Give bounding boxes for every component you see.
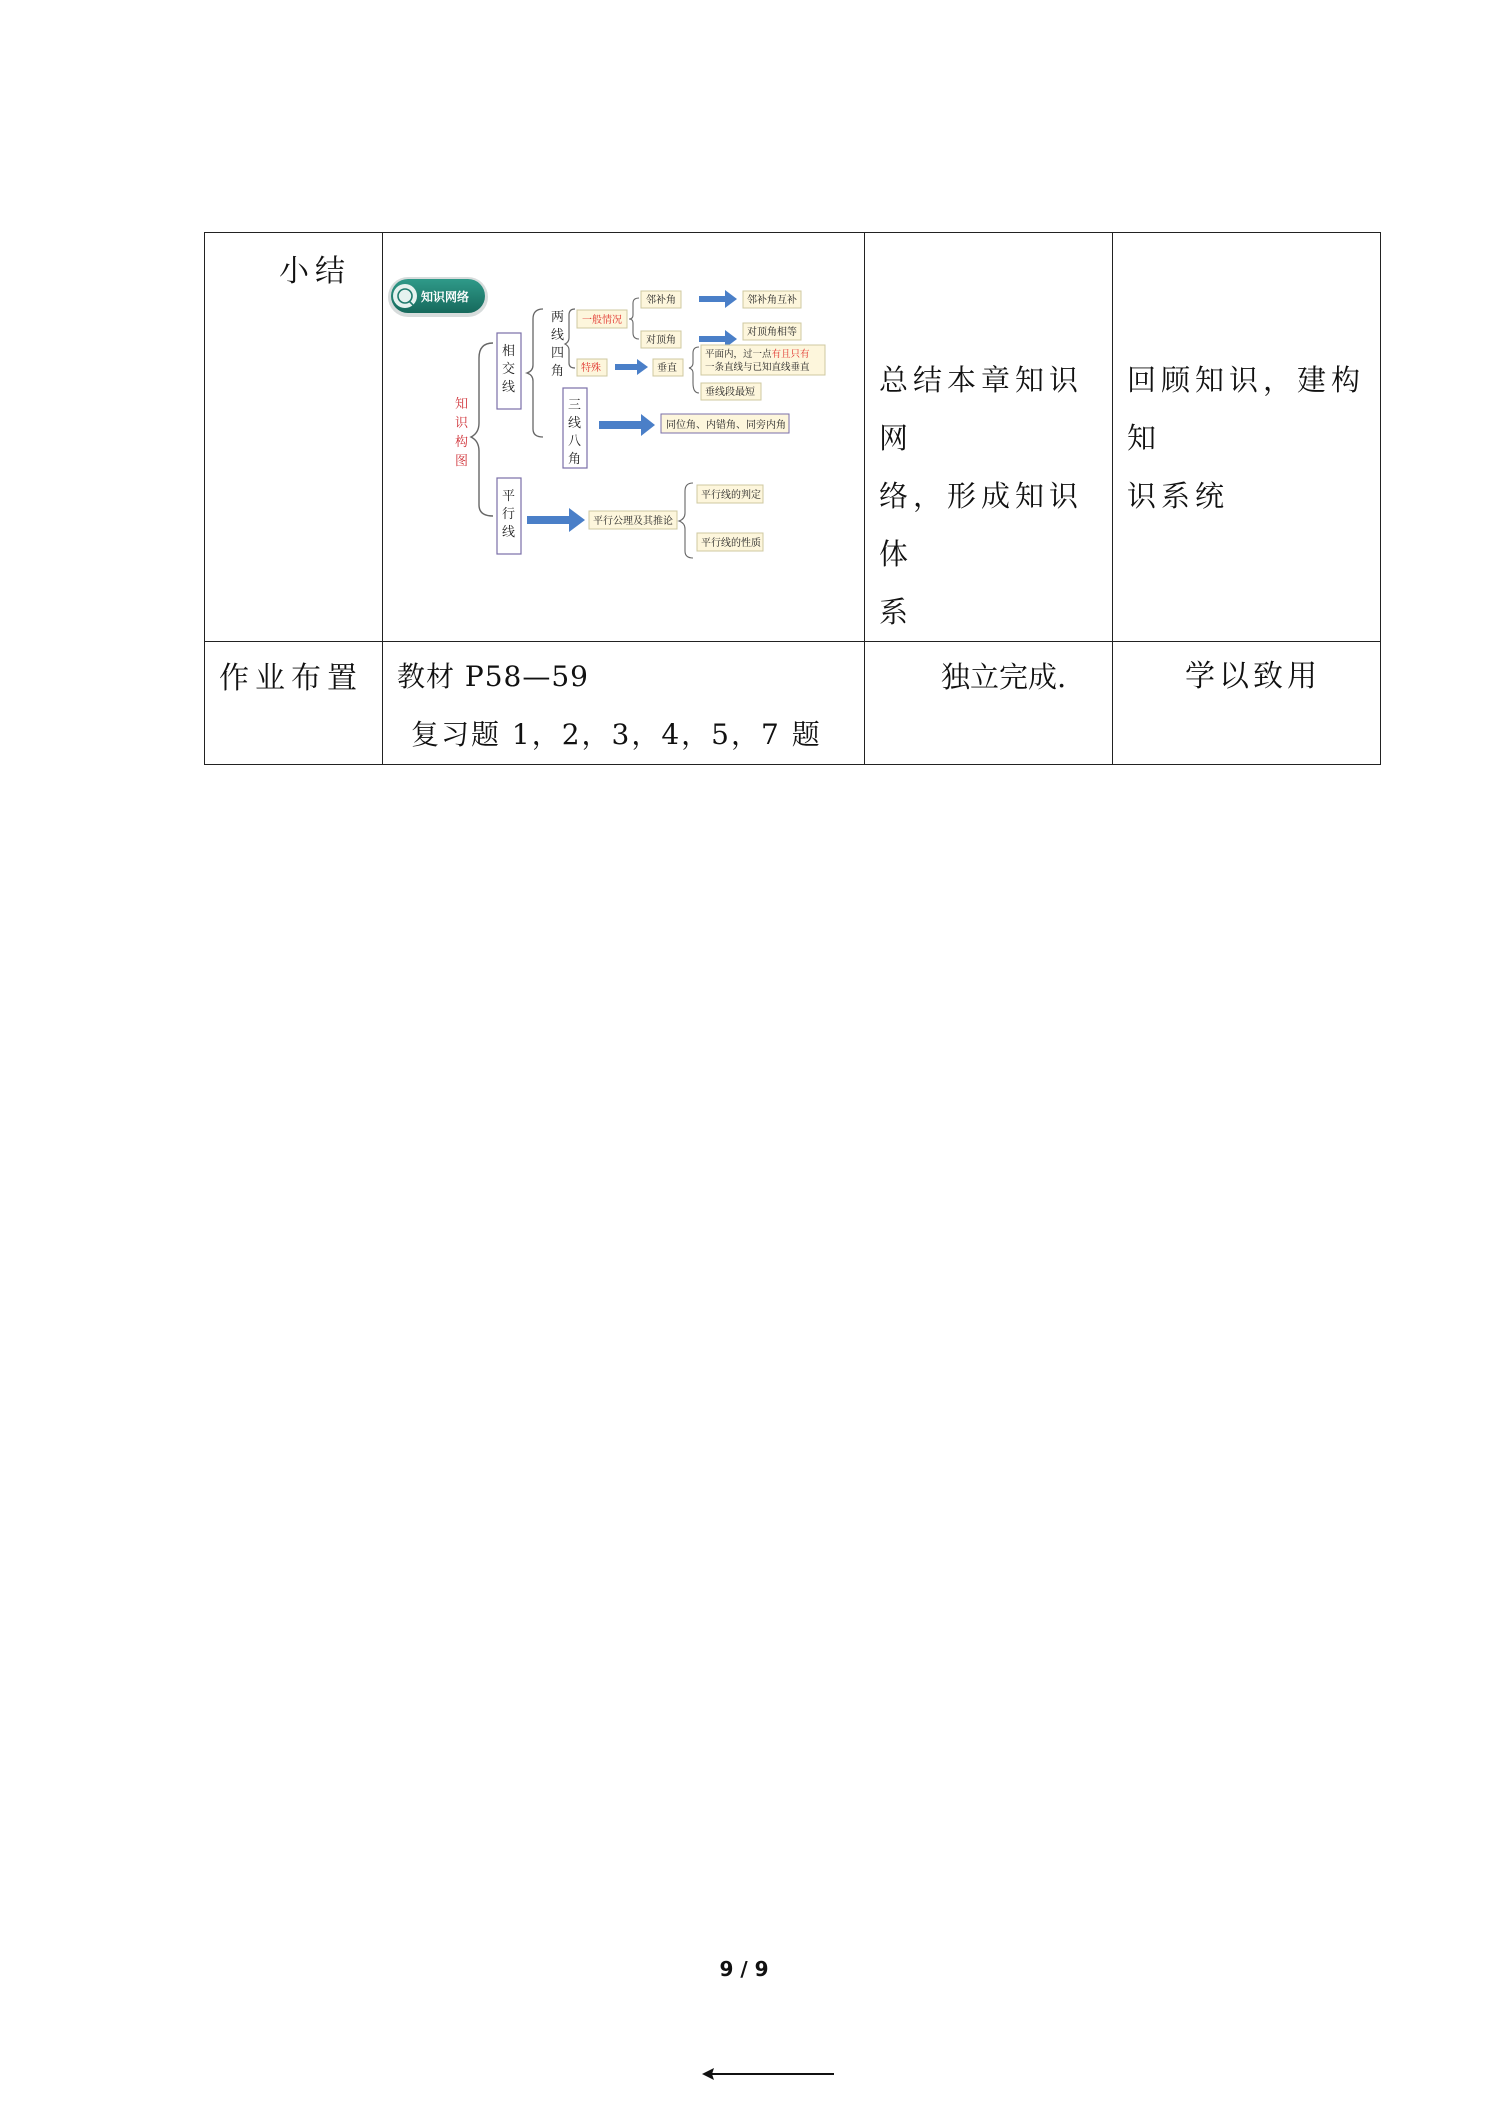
content-cell bbox=[383, 642, 865, 765]
sub2-char-2: 线 bbox=[568, 416, 582, 431]
intent-text: 学以致用 bbox=[1185, 659, 1321, 694]
shortest-label: 垂线段最短 bbox=[705, 387, 755, 398]
root-char-4: 图 bbox=[455, 454, 469, 469]
perp-fact-b: 有且只有 bbox=[771, 349, 810, 360]
svg-text:平面内，过一点有且只有 bbox=[705, 348, 810, 360]
goal-cell bbox=[865, 233, 1113, 642]
intent-line: 识系统 bbox=[1127, 479, 1230, 513]
properties-label: 平行线的性质 bbox=[701, 538, 761, 549]
intent-text bbox=[1113, 233, 1380, 525]
perp-fact-a: 平面内，过一点 bbox=[705, 349, 772, 360]
goal-cell bbox=[865, 642, 1113, 765]
back-arrow-icon[interactable] bbox=[700, 2066, 840, 2082]
stage-label: 小结 bbox=[279, 254, 351, 289]
root-char-2: 识 bbox=[455, 416, 469, 431]
stage-cell bbox=[205, 642, 383, 765]
knowledge-diagram bbox=[383, 233, 865, 623]
branch1-char-3: 线 bbox=[502, 380, 516, 395]
adjacent-label: 邻补角 bbox=[646, 295, 676, 306]
intent-cell bbox=[1113, 642, 1381, 765]
stage-label: 作业布置 bbox=[219, 661, 363, 696]
goal-line: 络，形成知识体 bbox=[879, 479, 1084, 571]
perpendicular-label: 垂直 bbox=[657, 363, 677, 374]
branch1-char-1: 相 bbox=[502, 344, 516, 359]
intent-line: 回顾知识，建构知 bbox=[1127, 363, 1366, 455]
angles-label: 同位角、内错角、同旁内角 bbox=[666, 420, 786, 431]
sub2-char-1: 三 bbox=[568, 398, 582, 413]
branch1-char-2: 交 bbox=[502, 362, 516, 377]
sub1-char-2: 线 bbox=[551, 328, 565, 343]
content-cell bbox=[383, 233, 865, 642]
branch2-char-2: 行 bbox=[502, 507, 516, 522]
goal-text bbox=[865, 233, 1112, 641]
vertical-result-label: 对顶角相等 bbox=[747, 327, 797, 338]
intent-cell bbox=[1113, 233, 1381, 642]
branch2-char-3: 线 bbox=[502, 525, 516, 540]
lesson-table bbox=[204, 232, 1381, 765]
sub2-char-4: 角 bbox=[568, 452, 582, 467]
page-number: 9 / 9 bbox=[719, 1957, 769, 1981]
root-char-1: 知 bbox=[455, 397, 469, 412]
homework-line: 教材 P58—59 bbox=[397, 660, 589, 693]
knowledge-network-badge bbox=[388, 277, 488, 317]
criteria-label: 平行线的判定 bbox=[701, 490, 761, 501]
special-label: 特殊 bbox=[581, 363, 601, 374]
homework-line: 复习题 1，2，3，4，5，7 题 bbox=[411, 718, 822, 751]
sub1-char-4: 角 bbox=[551, 364, 565, 379]
goal-line: 系 bbox=[879, 595, 914, 629]
sub2-char-3: 八 bbox=[568, 434, 582, 449]
adjacent-result-label: 邻补角互补 bbox=[747, 295, 797, 306]
table-row bbox=[205, 233, 1381, 642]
header-label: 知识网络 bbox=[421, 290, 470, 304]
root-char-3: 构 bbox=[455, 435, 469, 450]
general-label: 一般情况 bbox=[582, 315, 622, 326]
branch2-char-1: 平 bbox=[502, 489, 516, 504]
knowledge-map bbox=[383, 233, 865, 623]
root-label bbox=[455, 397, 469, 469]
goal-line: 总结本章知识网 bbox=[879, 363, 1084, 455]
sub1-char-3: 四 bbox=[551, 346, 565, 361]
sub1-char-1: 两 bbox=[551, 310, 565, 325]
axiom-label: 平行公理及其推论 bbox=[593, 516, 673, 527]
stage-cell bbox=[205, 233, 383, 642]
table-row bbox=[205, 642, 1381, 765]
homework-text bbox=[383, 642, 864, 764]
perp-fact-2: 一条直线与已知直线垂直 bbox=[705, 362, 810, 373]
vertical-label: 对顶角 bbox=[646, 335, 676, 346]
goal-text: 独立完成. bbox=[941, 660, 1067, 694]
